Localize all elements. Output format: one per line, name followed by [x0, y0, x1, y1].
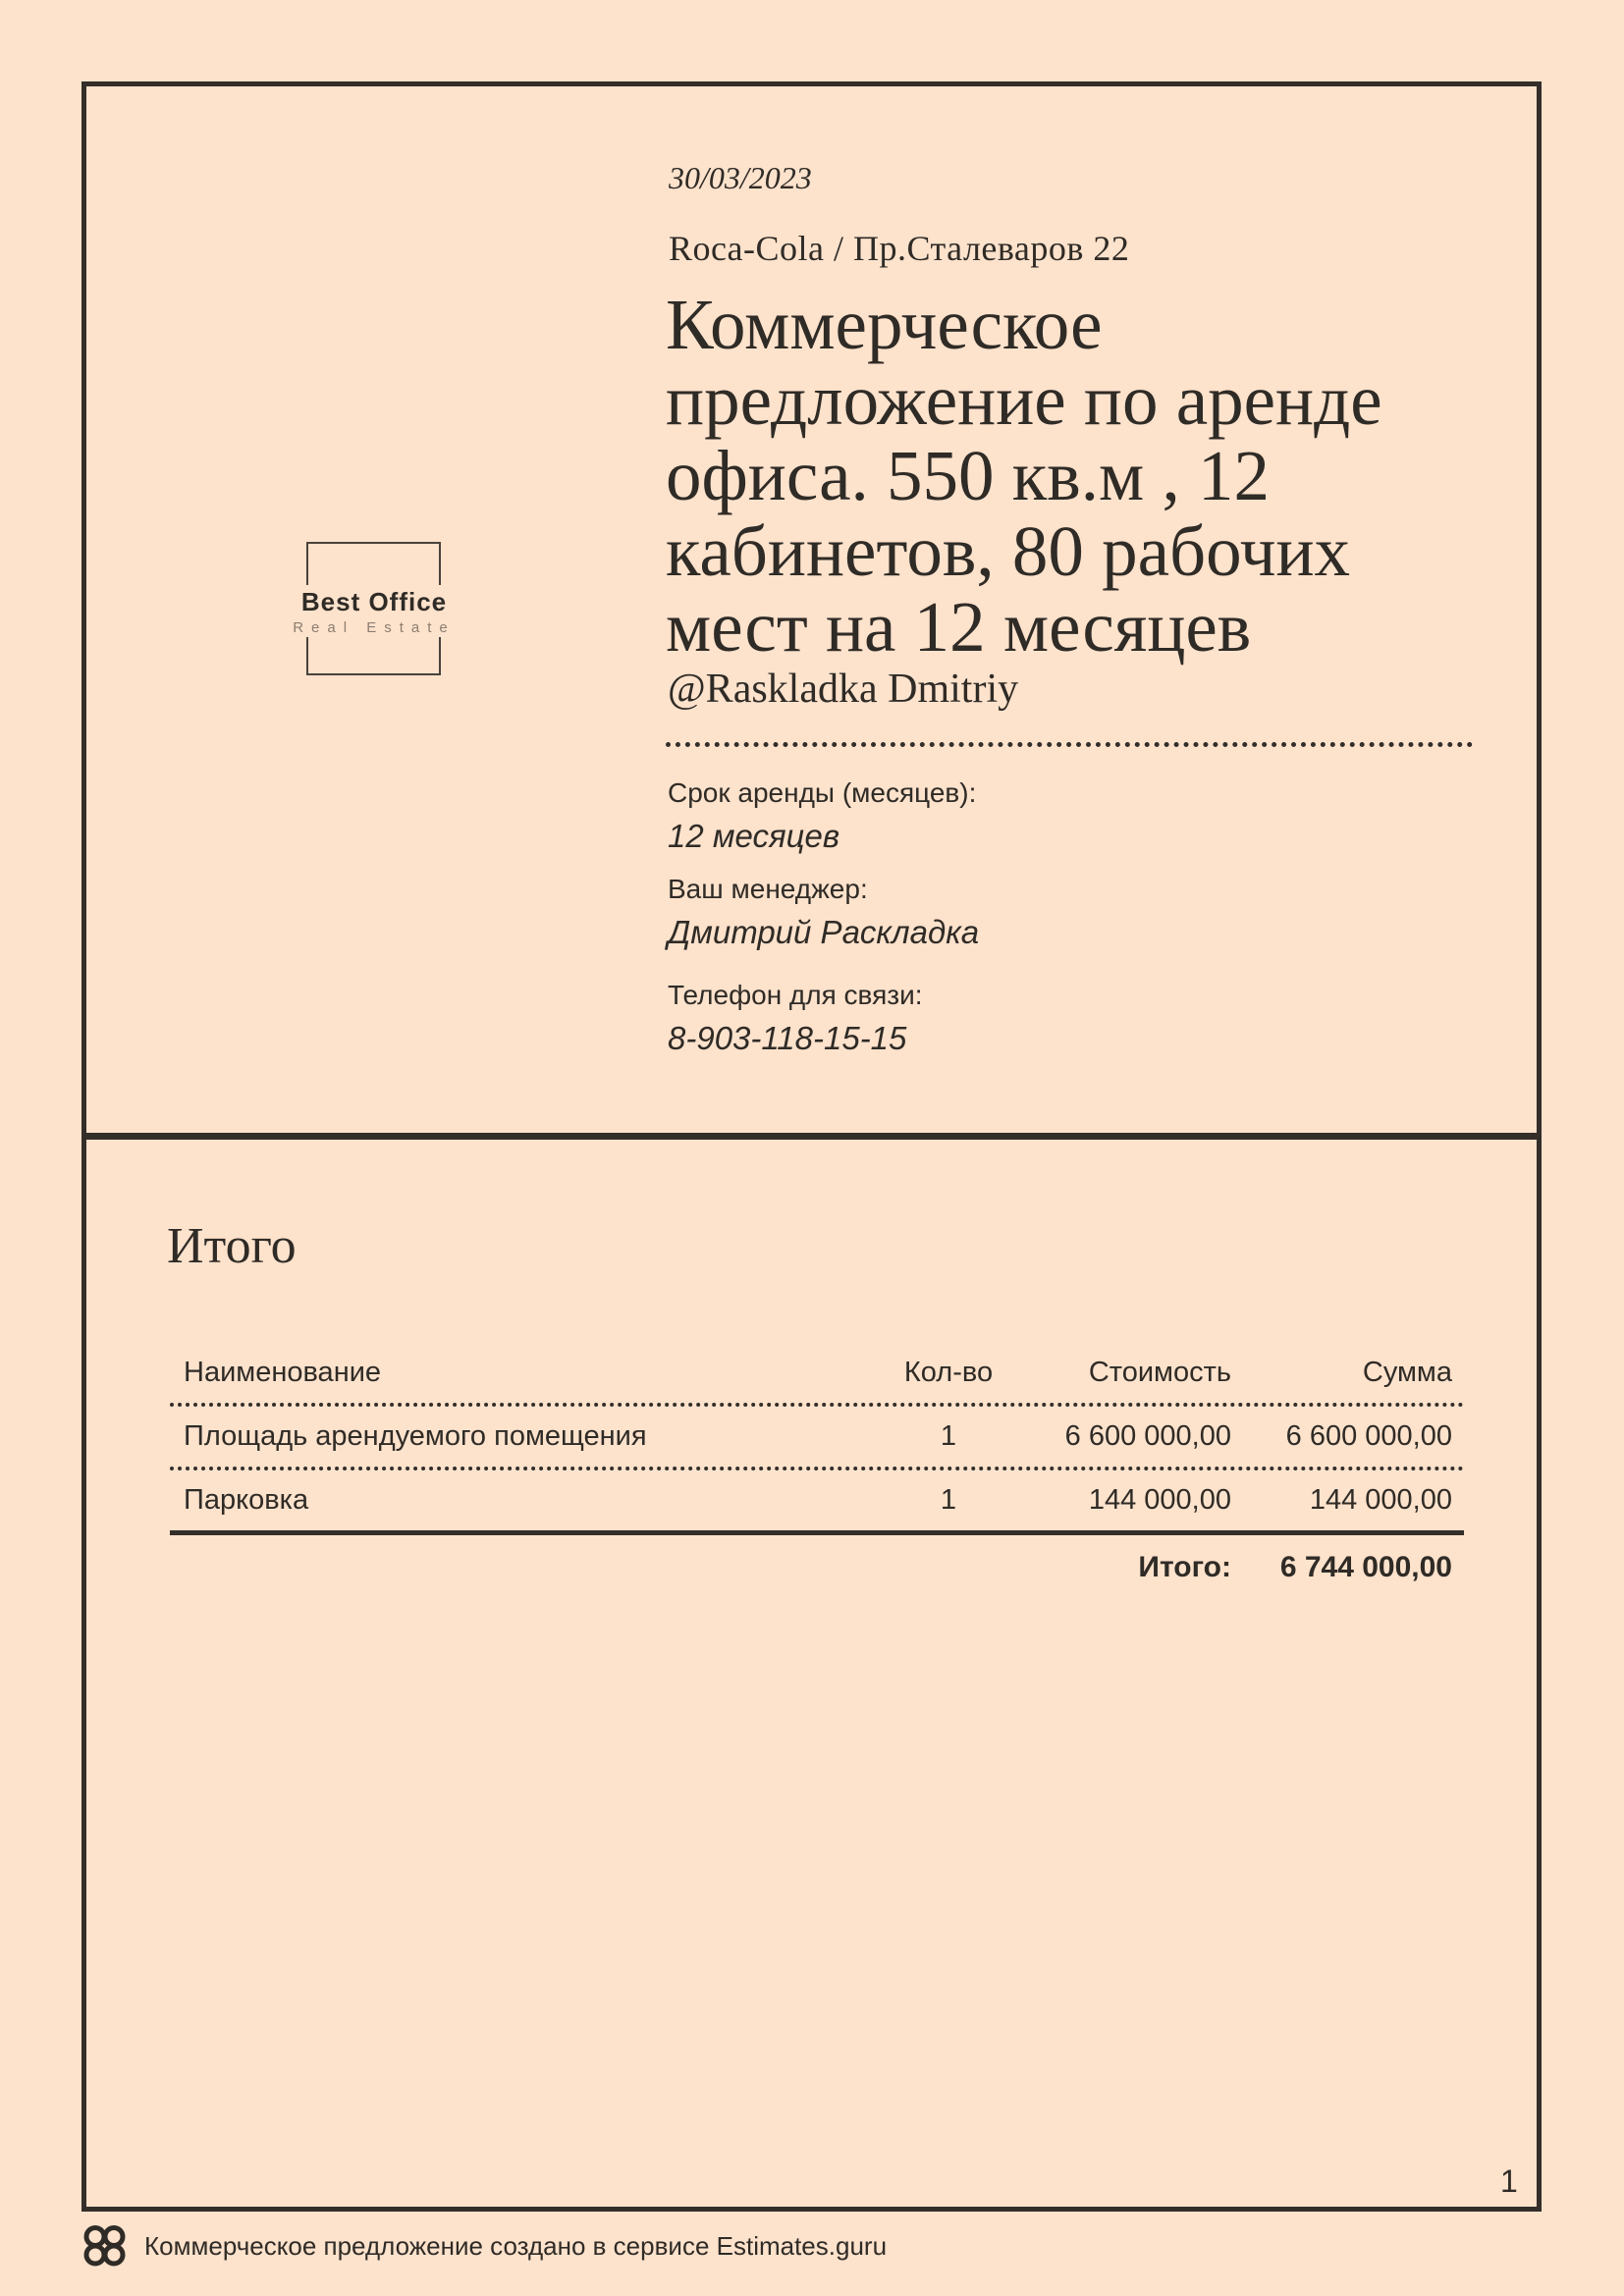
cell-qty: 1: [940, 1484, 957, 1516]
detail-value: 8-903-118-15-15: [668, 1020, 907, 1056]
cell-cost: 6 600 000,00: [1064, 1420, 1231, 1452]
cell-name: Парковка: [184, 1484, 309, 1516]
service-footer: [82, 2224, 887, 2268]
detail-lease-term: [668, 777, 976, 855]
proposal-title: Коммерческое предложение по аренде офиса. 550 кв.м , 12 кабинетов, 80 рабочих мест на 12 месяцев: [666, 285, 1382, 667]
column-header-name: Наименование: [184, 1357, 382, 1388]
detail-label: Срок аренды (месяцев):: [668, 777, 977, 808]
column-header-sum: Сумма: [1362, 1357, 1452, 1388]
best-office-logo: [293, 542, 456, 675]
manager-handle: @Raskladka Dmitriy: [668, 667, 1019, 712]
section-divider-line: [81, 1133, 1542, 1140]
footer-service-text: Коммерческое предложение создано в сервисе Estimates.guru: [144, 2230, 888, 2261]
estimates-guru-logo-icon: [82, 2224, 128, 2268]
cell-cost: 144 000,00: [1088, 1484, 1231, 1516]
table-row: [170, 1470, 1464, 1530]
detail-label: Ваш менеджер:: [668, 874, 868, 904]
client-and-address: Roca-Cola / Пр.Сталеваров 22: [669, 229, 1130, 268]
cell-sum: 6 600 000,00: [1285, 1420, 1452, 1452]
totals-section-heading: Итого: [167, 1218, 297, 1274]
detail-label: Телефон для связи:: [668, 980, 923, 1010]
cell-name: Площадь арендуемого помещения: [184, 1420, 647, 1452]
dotted-separator: [666, 742, 1473, 747]
detail-value: Дмитрий Раскладка: [668, 914, 980, 950]
grand-total-row: [170, 1551, 1464, 1584]
table-bottom-rule: [170, 1530, 1464, 1535]
table-header-row: [170, 1343, 1464, 1407]
logo-company-name: Best Office: [298, 585, 451, 619]
cell-qty: 1: [940, 1420, 957, 1452]
column-header-qty: Кол-во: [903, 1357, 994, 1388]
cell-sum: 144 000,00: [1309, 1484, 1452, 1516]
proposal-date: 30/03/2023: [669, 160, 812, 195]
totals-table: [170, 1343, 1464, 1584]
detail-manager: [668, 874, 979, 951]
grand-total-value: 6 744 000,00: [1279, 1551, 1452, 1583]
grand-total-label: Итого:: [1138, 1551, 1231, 1583]
detail-value: 12 месяцев: [668, 818, 840, 854]
table-row: [170, 1407, 1464, 1470]
logo-tagline: Real Estate: [289, 618, 460, 637]
page-number: 1: [1500, 2163, 1518, 2199]
column-header-cost: Стоимость: [1088, 1357, 1231, 1388]
detail-phone: [668, 980, 923, 1057]
